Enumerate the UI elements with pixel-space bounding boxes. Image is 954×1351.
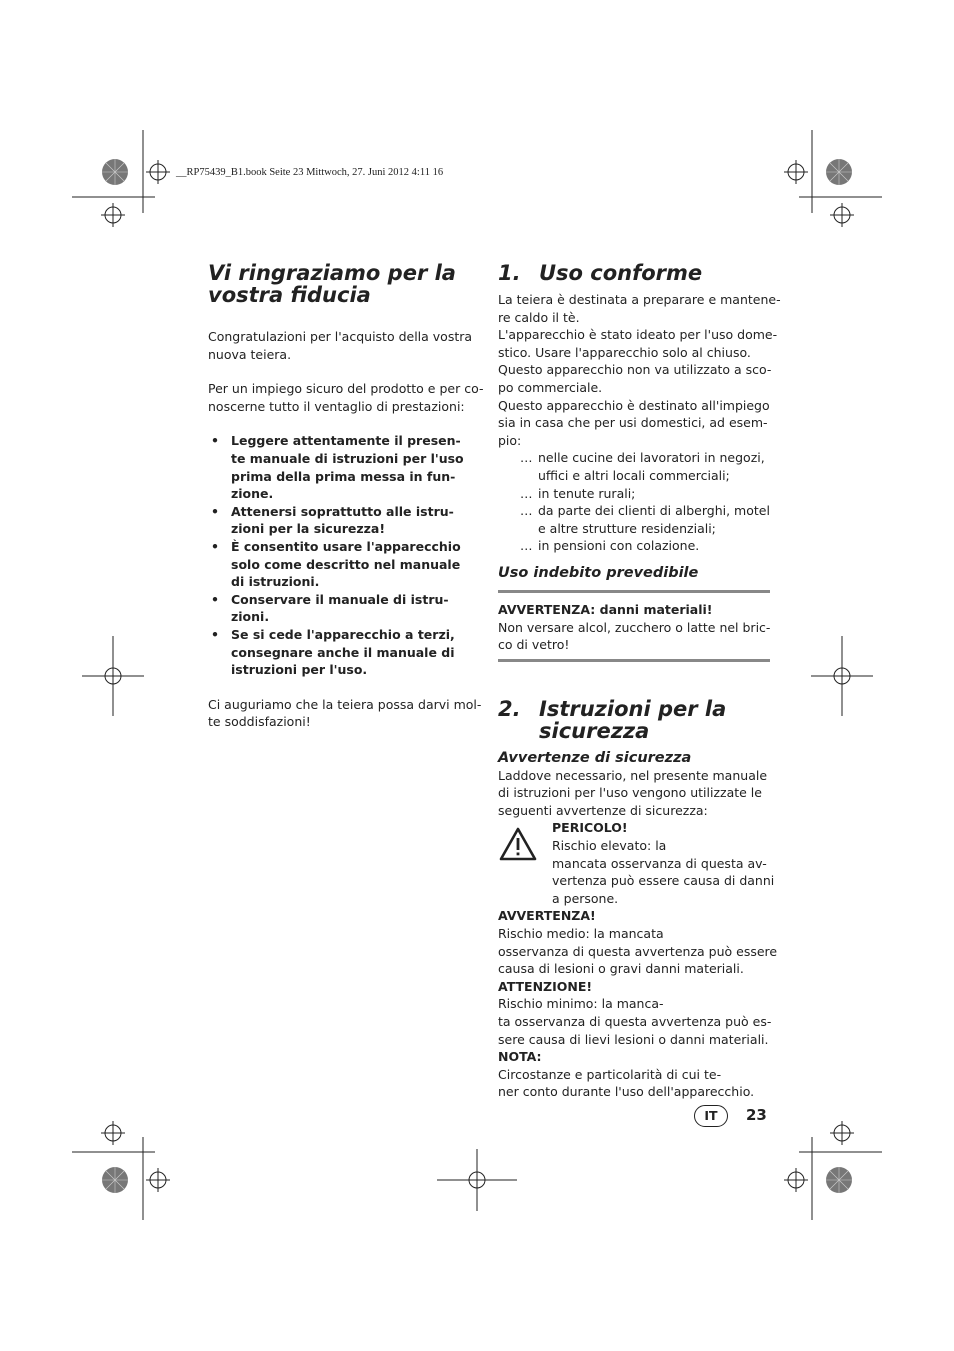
- right-column: [498, 261, 781, 1101]
- divider: [498, 659, 770, 662]
- material-warning-text: Non versare alcol, zucchero o latte nel bric- co di vetro!: [498, 619, 771, 653]
- intro-paragraph: Congratulazioni per l'acquisto della vostra nuova teiera.: [208, 329, 473, 362]
- note-text: NOTA: Circostanze e particolarità di cui te- ner conto durante l'uso dell'apparecchio.: [498, 1049, 755, 1100]
- section1-paragraph: La teiera è destinata a preparare e mantene- re caldo il tè. L'apparecchio è stato ideato per l'uso dome- stico. Usare l'apparecchio solo al chiuso. Questo apparecchio non va utilizzato a sco- po commerciale. Questo apparecchio è destinato all'impiego sia in casa che per usi domestici, ad esem- pio:: [498, 292, 781, 448]
- list-item: … in tenute rurali;: [520, 485, 636, 501]
- left-column: [208, 262, 486, 731]
- list-item: … da parte dei clienti di alberghi, motel: [520, 503, 770, 519]
- misuse-subheading: Uso indebito prevedibile: [498, 564, 699, 581]
- list-item: … nelle cucine dei lavoratori in negozi,: [520, 450, 765, 466]
- warning-text: AVVERTENZA! Rischio medio: la mancata osservanza di questa avvertenza può essere causa di lesioni o gravi danni materiali.: [498, 908, 778, 977]
- list-item: • Se si cede l'apparecchio a terzi, consegnare anche il manuale di istruzioni per l'uso.: [211, 626, 455, 678]
- section1-title: 1. Uso conforme: [498, 261, 703, 285]
- thanks-title: Vi ringraziamo per la vostra fiducia: [208, 261, 456, 307]
- section2-title: 2. Istruzioni per la sicurezza: [498, 696, 727, 743]
- book-header: __RP75439_B1.book Seite 23 Mittwoch, 27. Juni 2012 4:11 16: [176, 167, 444, 178]
- divider: [498, 590, 770, 593]
- list-item-cont: uffici e altri locali commerciali;: [538, 467, 730, 483]
- danger-text: PERICOLO! Rischio elevato: la mancata osservanza di questa av- vertenza può essere causa di danni a persone.: [552, 820, 775, 906]
- list-item: • È consentito usare l'apparecchio solo come descritto nel manuale di istruzioni.: [211, 538, 461, 590]
- closing-paragraph: Ci auguriamo che la teiera possa darvi mol- te soddisfazioni!: [208, 696, 482, 730]
- list-item: • Conservare il manuale di istru- zioni.: [211, 591, 449, 625]
- safety-intro-paragraph: Per un impiego sicuro del prodotto e per co- noscerne tutto il ventaglio di prestazioni:: [208, 381, 484, 414]
- usage-list: [498, 449, 770, 555]
- safety-warnings-subheading: Avvertenze di sicurezza: [498, 749, 692, 766]
- caution-text: ATTENZIONE! Rischio minimo: la manca- ta osservanza di questa avvertenza può es- sere causa di lievi lesioni o danni materiali.: [498, 978, 772, 1047]
- page-number: 23: [746, 1106, 767, 1124]
- list-item: … in pensioni con colazione.: [520, 538, 700, 554]
- list-item: • Leggere attentamente il presen- te manuale di istruzioni per l'uso prima della prima messa in fun- zione.: [211, 433, 464, 502]
- material-warning-title: AVVERTENZA: danni materiali!: [498, 601, 713, 617]
- instructions-list: [208, 432, 486, 678]
- list-item-cont: e altre strutture residenziali;: [538, 520, 716, 536]
- language-badge: IT: [694, 1105, 728, 1127]
- list-item: • Attenersi soprattutto alle istru- zioni per la sicurezza!: [211, 503, 454, 537]
- safety-intro-text: Laddove necessario, nel presente manuale di istruzioni per l'uso vengono utilizzate le seguenti avvertenze di sicurezza:: [498, 767, 768, 818]
- warning-triangle-icon: [498, 826, 538, 862]
